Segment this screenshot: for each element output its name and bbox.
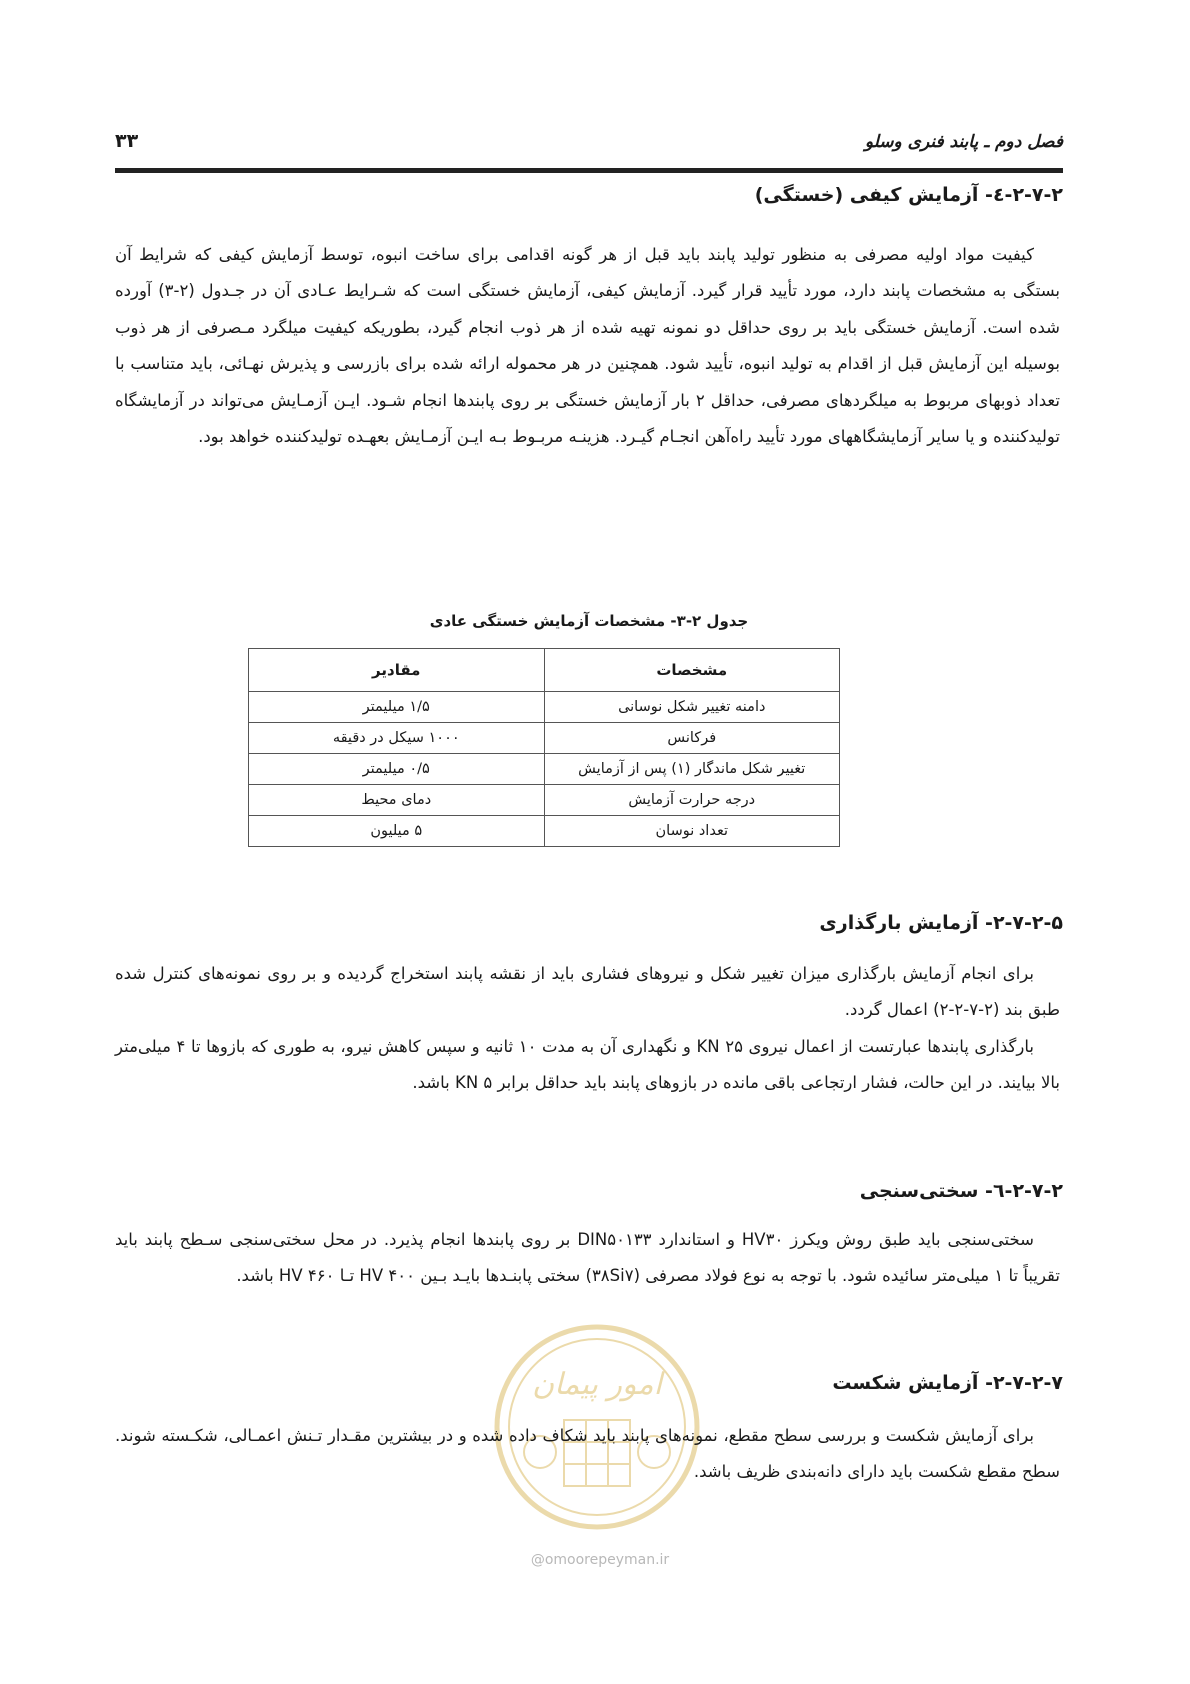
paragraph: بارگذاری پابندها عبارتست از اعمال نیروی ۲۵ KN و نگهداری آن به مدت ۱۰ ثانیه و سپس کاهش نیرو، به طوری که بازوها تا ۴ میلی‌متر بالا بیایند. در این حالت، فشار ارتجاعی باقی مانده در بازوهای پابند باید حداقل برابر ۵ KN باشد.: [115, 1036, 1060, 1093]
column-header-spec: مشخصات: [544, 649, 840, 692]
page-number: ۳۳: [115, 130, 139, 152]
section-body-fatigue-test: [115, 237, 1060, 455]
paragraph: برای انجام آزمایش بارگذاری میزان تغییر شکل و نیروهای فشاری باید از نقشه پابند استخراج گردیده و بر روی نمونه‌های کنترل شده طبق بند (۲-۷-۲-۲) اعمال گردد.: [115, 964, 1060, 1020]
paragraph: برای آزمایش شکست و بررسی سطح مقطع، نمونه‌های پابند باید شکاف داده شده و در بیشترین مقـدار تـنش اعمـالی، شکـسته شوند. سطح مقطع شکست باید دارای دانه‌بندی ظریف باشد.: [115, 1426, 1060, 1482]
table-row: [249, 816, 840, 847]
table-cell-value: ۵ میلیون: [249, 816, 545, 847]
section-heading-hardness-test: ۲-۷-۲-٦- سختی‌سنجی: [859, 1180, 1063, 1202]
table-cell-value: ۱/۵ میلیمتر: [249, 692, 545, 723]
watermark-url: @omoorepeyman.ir: [530, 1552, 670, 1568]
chapter-title: فصل دوم ـ پابند فنری وسلو: [864, 132, 1063, 152]
table-cell-spec: فرکانس: [544, 723, 840, 754]
table-cell-value: ۰/۵ میلیمتر: [249, 754, 545, 785]
table-header-row: [249, 649, 840, 692]
header-rule: [115, 168, 1063, 173]
section-heading-fatigue-test: ۲-۷-۲-٤- آزمایش کیفی (خستگی): [754, 184, 1063, 206]
table-cell-value: دمای محیط: [249, 785, 545, 816]
table-cell-spec: تعداد نوسان: [544, 816, 840, 847]
section-heading-loading-test: ۲-۷-۲-۵- آزمایش بارگذاری: [819, 912, 1063, 934]
table-cell-value: ۱۰۰۰ سیکل در دقیقه: [249, 723, 545, 754]
paragraph: سختی‌سنجی باید طبق روش ویکرز HV۳۰ و استاندارد DIN۵۰۱۳۳ بر روی پابندها انجام پذیرد. در محل سختی‌سنجی سـطح پابند باید تقریباً تا ۱ میلی‌متر سائیده شود. با توجه به نوع فولاد مصرفی (۳۸Si۷) سختی پابنـدها بایـد بـین ۴۰۰ HV تـا ۴۶۰ HV باشد.: [115, 1230, 1060, 1286]
section-body-hardness-test: [115, 1222, 1060, 1295]
table-cell-spec: درجه حرارت آزمایش: [544, 785, 840, 816]
paragraph: کیفیت مواد اولیه مصرفی به منظور تولید پابند باید قبل از هر گونه اقدامی برای ساخت انبوه، توسط آزمایش کیفی که شرایط آن بستگی به مشخصات پابند دارد، مورد تأیید قرار گیرد. آزمایش کیفی، آزمایش خستگی است که شـرایط عـادی آن در جـدول (۲-۳) آورده شده است. آزمایش خستگی باید بر روی حداقل دو نمونه تهیه شده از هر ذوب انجام گیرد، بطوریکه کیفیت میلگرد مـصرفی از هر ذوب بوسیله این آزمایش قبل از اقدام به تولید انبوه، تأیید شود. همچنین در هر محموله ارائه شده برای بازرسی و پذیرش نهـائی، باید متناسب با تعداد ذوبهای مربوط به میلگردهای مصرفی، حداقل ۲ بار آزمایش خستگی بر روی پابندها انجام شـود. ایـن آزمـایش می‌تواند در آزمایشگاه تولیدکننده و یا سایر آزمایشگاههای مورد تأیید راه‌آهن انجـام گیـرد. هزینـه مربـوط بـه ایـن آزمـایش بعهـده تولیدکننده خواهد بود.: [115, 245, 1061, 447]
column-header-value: مقادیر: [249, 649, 545, 692]
page-header: [115, 126, 1063, 156]
fatigue-test-spec-table: [248, 648, 840, 847]
table-caption: جدول ۲-۳- مشخصات آزمایش خستگی عادی: [429, 612, 749, 630]
table-cell-spec: دامنه تغییر شکل نوسانی: [544, 692, 840, 723]
watermark-logo-text: امور پیمان: [532, 1367, 662, 1402]
table-row: [249, 723, 840, 754]
section-body-fracture-test: [115, 1418, 1060, 1491]
section-heading-fracture-test: ۲-۷-۲-۷- آزمایش شکست: [832, 1372, 1063, 1394]
table-row: [249, 754, 840, 785]
table-row: [249, 692, 840, 723]
table-row: [249, 785, 840, 816]
section-body-loading-test: [115, 956, 1060, 1102]
table-cell-spec: تغییر شکل ماندگار (۱) پس از آزمایش: [544, 754, 840, 785]
